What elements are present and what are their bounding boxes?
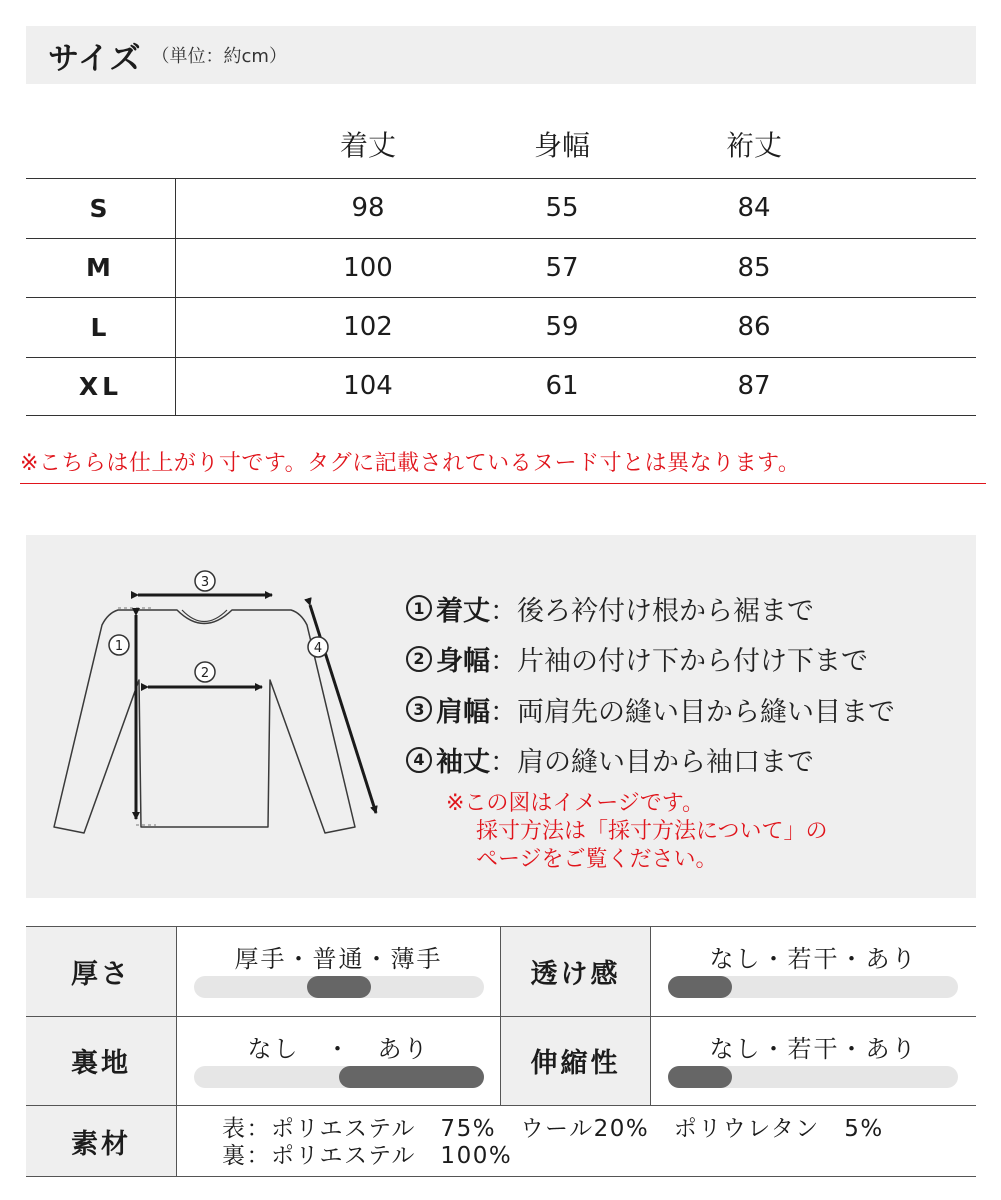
stretch-value [650, 1017, 976, 1106]
material-line: 表：ポリエステル 75% ウール20% ポリウレタン 5% [222, 1116, 884, 1142]
list-item [406, 684, 895, 735]
number-badge: 3 [406, 696, 432, 722]
sheer-bar-fill [668, 976, 732, 998]
lining-label: 裏地 [26, 1017, 176, 1106]
note-line: ページをご覧ください。 [476, 847, 718, 872]
unit-label: （単位：約cm） [151, 46, 287, 67]
sheer-value [650, 927, 976, 1016]
size-label: XL [26, 358, 176, 416]
column-header: 着丈 [339, 129, 396, 162]
garment-diagram-icon [46, 565, 386, 865]
table-cell: 86 [737, 312, 771, 343]
list-item [406, 583, 895, 634]
table-cell: 84 [737, 193, 771, 224]
material-label: 素材 [26, 1106, 176, 1176]
stretch-bar-fill [668, 1066, 732, 1088]
table-cell: 59 [545, 312, 579, 343]
thickness-bar [194, 976, 484, 998]
column-header: 裄丈 [725, 129, 782, 162]
thickness-bar-fill [307, 976, 371, 998]
material-line: 裏：ポリエステル 100% [222, 1143, 513, 1169]
section-header [26, 26, 976, 84]
size-table [26, 110, 976, 416]
thickness-value [176, 927, 500, 1016]
table-cell: 55 [545, 193, 579, 224]
size-label: L [26, 298, 176, 357]
stretch-label: 伸縮性 [500, 1017, 650, 1106]
sheer-label: 透け感 [500, 927, 650, 1016]
measure-label: 肩幅 [436, 696, 490, 728]
table-row [26, 238, 976, 298]
table-row [26, 1017, 976, 1107]
number-badge: 1 [406, 595, 432, 621]
table-cell: 100 [343, 252, 393, 283]
size-label: M [26, 239, 176, 298]
table-cell: 87 [737, 371, 771, 402]
lining-value [176, 1017, 500, 1106]
table-row [26, 178, 976, 238]
stretch-bar [668, 1066, 958, 1088]
material-value [176, 1106, 976, 1176]
measurement-panel [26, 535, 976, 898]
marker-2: 2 [200, 666, 210, 681]
table-header-row [26, 110, 976, 178]
sheer-bar [668, 976, 958, 998]
measure-label: 身幅 [436, 646, 490, 678]
table-cell: 98 [351, 193, 385, 224]
measure-desc: ：片袖の付け下から付け下まで [490, 646, 868, 678]
column-header: 身幅 [533, 129, 590, 162]
section-title: サイズ [48, 40, 142, 77]
table-cell: 57 [545, 252, 579, 283]
marker-3: 3 [200, 575, 210, 590]
thickness-options: 厚手・普通・薄手 [234, 945, 443, 973]
measurement-list [406, 583, 895, 785]
table-cell: 102 [343, 312, 393, 343]
attributes-table [26, 926, 976, 1177]
table-row [26, 927, 976, 1017]
lining-bar [194, 1066, 484, 1088]
measure-desc: ：後ろ衿付け根から裾まで [490, 595, 814, 627]
table-cell: 104 [343, 371, 393, 402]
measure-desc: ：両肩先の縫い目から縫い目まで [490, 696, 895, 728]
thickness-label: 厚さ [26, 927, 176, 1016]
size-header-cell [26, 110, 176, 178]
lining-bar-fill [339, 1066, 484, 1088]
number-badge: 2 [406, 646, 432, 672]
measurement-note [446, 790, 828, 874]
number-badge: 4 [406, 747, 432, 773]
stretch-options: なし・若干・あり [709, 1034, 918, 1063]
lining-options: なし ・ あり [247, 1034, 430, 1063]
measure-label: 袖丈 [436, 747, 490, 779]
table-cell: 61 [545, 371, 579, 402]
table-row [26, 357, 976, 417]
table-row [26, 1106, 976, 1176]
sheer-options: なし・若干・あり [709, 945, 918, 973]
size-note: ※こちらは仕上がり寸です。タグに記載されているヌード寸とは異なります。 [20, 446, 986, 484]
note-line: ※この図はイメージです。 [446, 791, 705, 816]
size-label: S [26, 179, 176, 238]
table-cell: 85 [737, 252, 771, 283]
list-item [406, 735, 895, 786]
list-item [406, 634, 895, 685]
marker-1: 1 [114, 639, 124, 654]
marker-4: 4 [313, 641, 323, 656]
measure-label: 着丈 [436, 595, 490, 627]
table-row [26, 297, 976, 357]
measure-desc: ：肩の縫い目から袖口まで [490, 747, 814, 779]
note-line: 採寸方法は「採寸方法について」の [476, 819, 828, 844]
